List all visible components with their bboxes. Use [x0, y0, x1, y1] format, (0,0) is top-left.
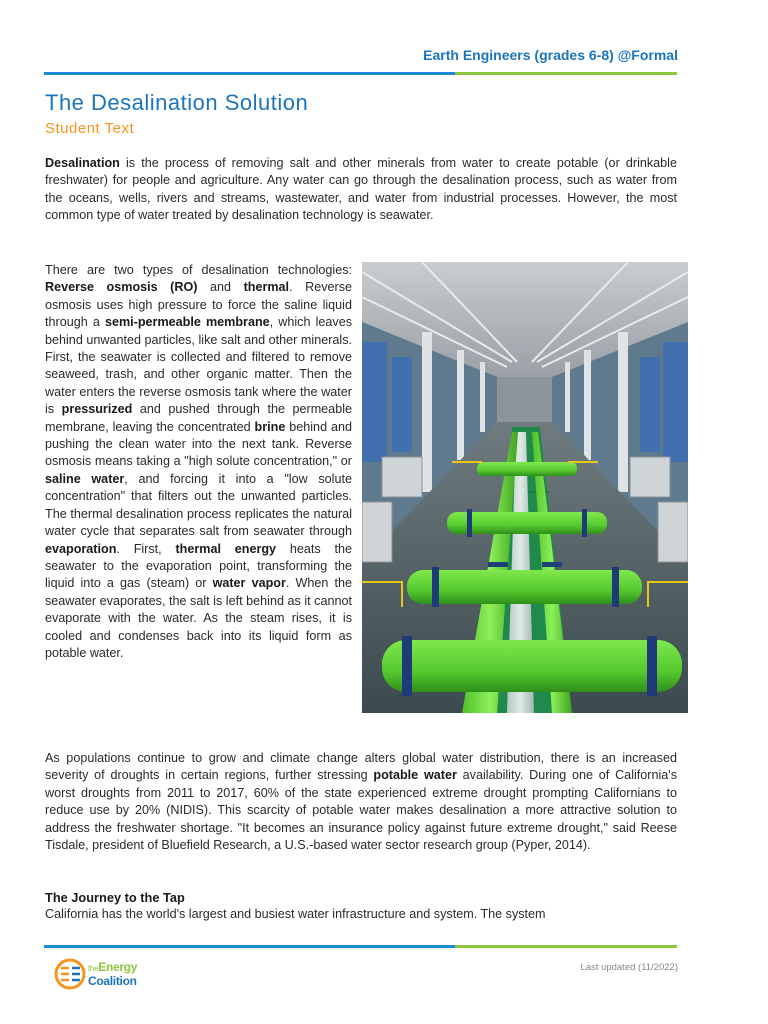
- text-run: . First,: [116, 541, 176, 556]
- header-rule: [44, 72, 677, 75]
- bold-term: thermal energy: [175, 541, 277, 556]
- bold-term: potable water: [373, 768, 457, 783]
- bold-term: Reverse osmosis (RO): [45, 280, 198, 295]
- text-run: , and forcing it into a "low solute concentration" that filters out the unwanted particles. The thermal desalination process replicates the natural water cycle that separates salt from seawater through: [45, 471, 352, 539]
- header-title: Earth Engineers (grades 6-8) @Formal: [423, 47, 678, 63]
- bold-term: pressurized: [61, 402, 133, 417]
- page-subtitle: Student Text: [45, 120, 135, 137]
- paragraph-journey: [45, 906, 677, 923]
- text-run: heats the seawater to the evaporation point, transforming the liquid into a gas (steam) or: [45, 541, 352, 591]
- text-run: California has the world's largest and busiest water infrastructure and system. The system: [45, 907, 546, 921]
- desalination-plant-photo: [362, 262, 688, 713]
- logo-text-coalition: Coalition: [88, 974, 137, 988]
- paragraph-technologies: [45, 262, 352, 662]
- bold-term: saline water: [45, 471, 125, 486]
- bold-term: thermal: [243, 280, 290, 295]
- last-updated: Last updated (11/2022): [580, 962, 678, 973]
- text-run: behind and pushing the clean water into the next tank. Reverse osmosis means taking a "high solute concentration," or: [45, 419, 352, 469]
- text-run: As populations continue to grow and climate change alters global water distribution, there is an increased severity of droughts in certain regions, further stressing: [45, 751, 677, 783]
- text-run: availability. During one of California's worst droughts from 2011 to 2017, 60% of the state experienced extreme drought prompting Californians to reduce use by 20% (NIDIS). This scarcity of potable water makes desalination a more attractive solution to address the freshwater shortage. "It becomes an insurance policy against future extreme drought," said Reese Tisdale, president of Bluefield Research, a U.S.-based water sector research group (Pyper, 2014).: [45, 768, 677, 853]
- text-run: There are two types of desalination technologies:: [45, 263, 352, 277]
- paragraph-intro: [45, 155, 677, 225]
- text-run: and pushed through the permeable membrane, leaving the concentrated: [45, 402, 352, 434]
- bold-term: water vapor: [212, 576, 286, 591]
- bold-term: evaporation: [45, 541, 117, 556]
- paragraph-drought: [45, 750, 677, 854]
- bold-term: Desalination: [45, 156, 120, 170]
- text-run: . When the seawater evaporates, the salt is left behind as it cannot evaporate with the water. As the steam rises, it is cooled and condenses back into its liquid form as potable water.: [45, 576, 352, 660]
- text-run: and: [197, 280, 244, 295]
- text-run: is the process of removing salt and other minerals from water to create potable (or drinkable freshwater) for people and agriculture. Any water can go through the desalination process, such as water from the oceans, wells, rivers and streams, wastewater, and water from industrial processes. However, the most common type of water treated by desalination technology is seawater.: [45, 156, 677, 223]
- logo-text-energy: theEnergy: [88, 960, 138, 974]
- page-title: The Desalination Solution: [45, 90, 309, 115]
- text-run: , which leaves behind unwanted particles, like salt and other minerals. First, the seawater is collected and filtered to remove seaweed, trash, and other organic matter. Then the water enters the reverse osmosis tank where the water is: [45, 315, 353, 417]
- footer-rule: [44, 945, 677, 948]
- bold-term: brine: [254, 419, 286, 434]
- text-run: . Reverse osmosis uses high pressure to force the saline liquid through a: [45, 280, 352, 330]
- bold-term: semi-permeable membrane: [104, 315, 270, 330]
- section-heading: The Journey to the Tap: [45, 890, 185, 905]
